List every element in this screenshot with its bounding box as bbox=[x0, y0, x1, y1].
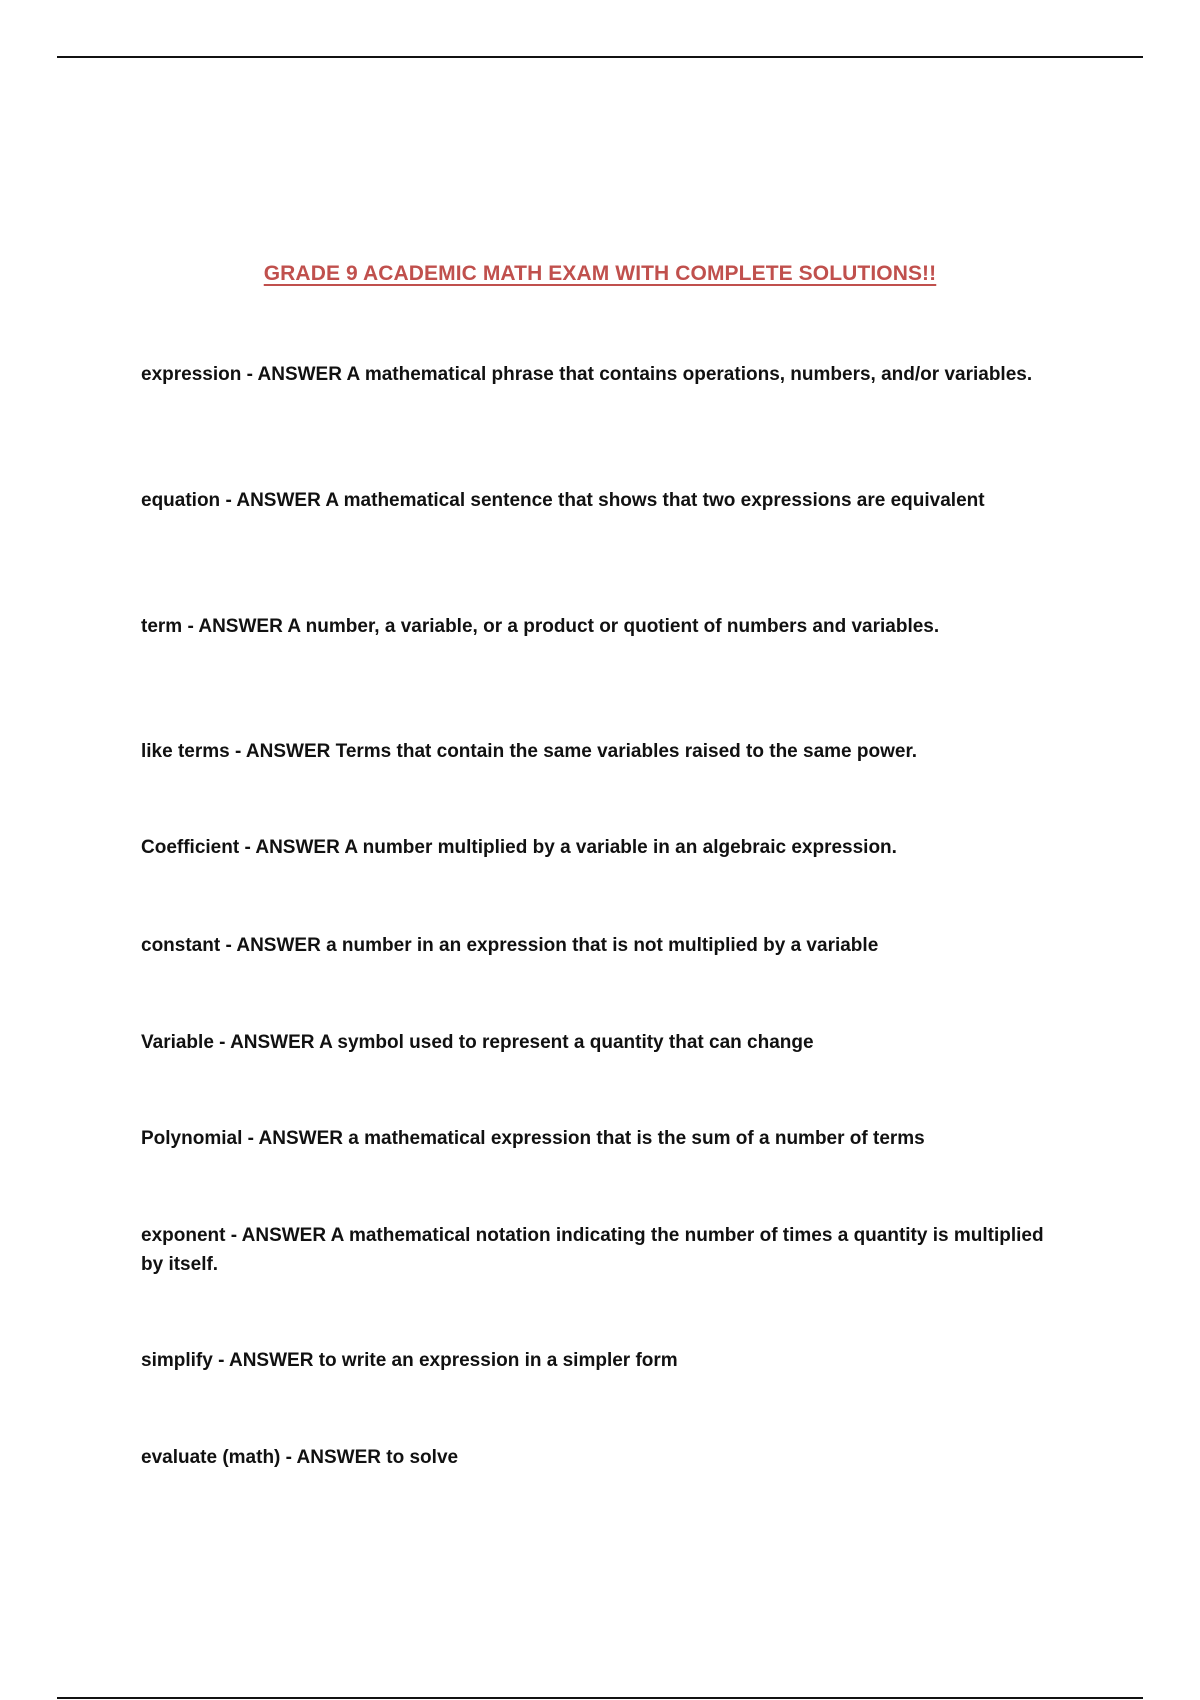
document-title: GRADE 9 ACADEMIC MATH EXAM WITH COMPLETE SOLUTIONS!! bbox=[263, 262, 937, 285]
definition-polynomial: Polynomial - ANSWER a mathematical expression that is the sum of a number of terms bbox=[141, 1128, 925, 1149]
definition-evaluate: evaluate (math) - ANSWER to solve bbox=[141, 1447, 459, 1468]
definition-exponent: exponent - ANSWER A mathematical notation indicating the number of times a quantity is multiplied by itself. bbox=[141, 1225, 1044, 1275]
definition-coefficient: Coefficient - ANSWER A number multiplied by a variable in an algebraic expression. bbox=[141, 837, 897, 858]
definition-expression: expression - ANSWER A mathematical phrase that contains operations, numbers, and/or variables. bbox=[141, 364, 1033, 385]
definition-simplify: simplify - ANSWER to write an expression in a simpler form bbox=[141, 1350, 678, 1371]
definition-equation: equation - ANSWER A mathematical sentence that shows that two expressions are equivalent bbox=[141, 490, 985, 511]
definition-constant: constant - ANSWER a number in an expression that is not multiplied by a variable bbox=[141, 935, 879, 956]
definition-like-terms: like terms - ANSWER Terms that contain the same variables raised to the same power. bbox=[141, 741, 918, 762]
definition-term: term - ANSWER A number, a variable, or a product or quotient of numbers and variables. bbox=[141, 616, 940, 637]
top-divider bbox=[57, 56, 1143, 58]
bottom-divider bbox=[57, 1697, 1143, 1699]
definition-variable: Variable - ANSWER A symbol used to represent a quantity that can change bbox=[141, 1032, 814, 1053]
